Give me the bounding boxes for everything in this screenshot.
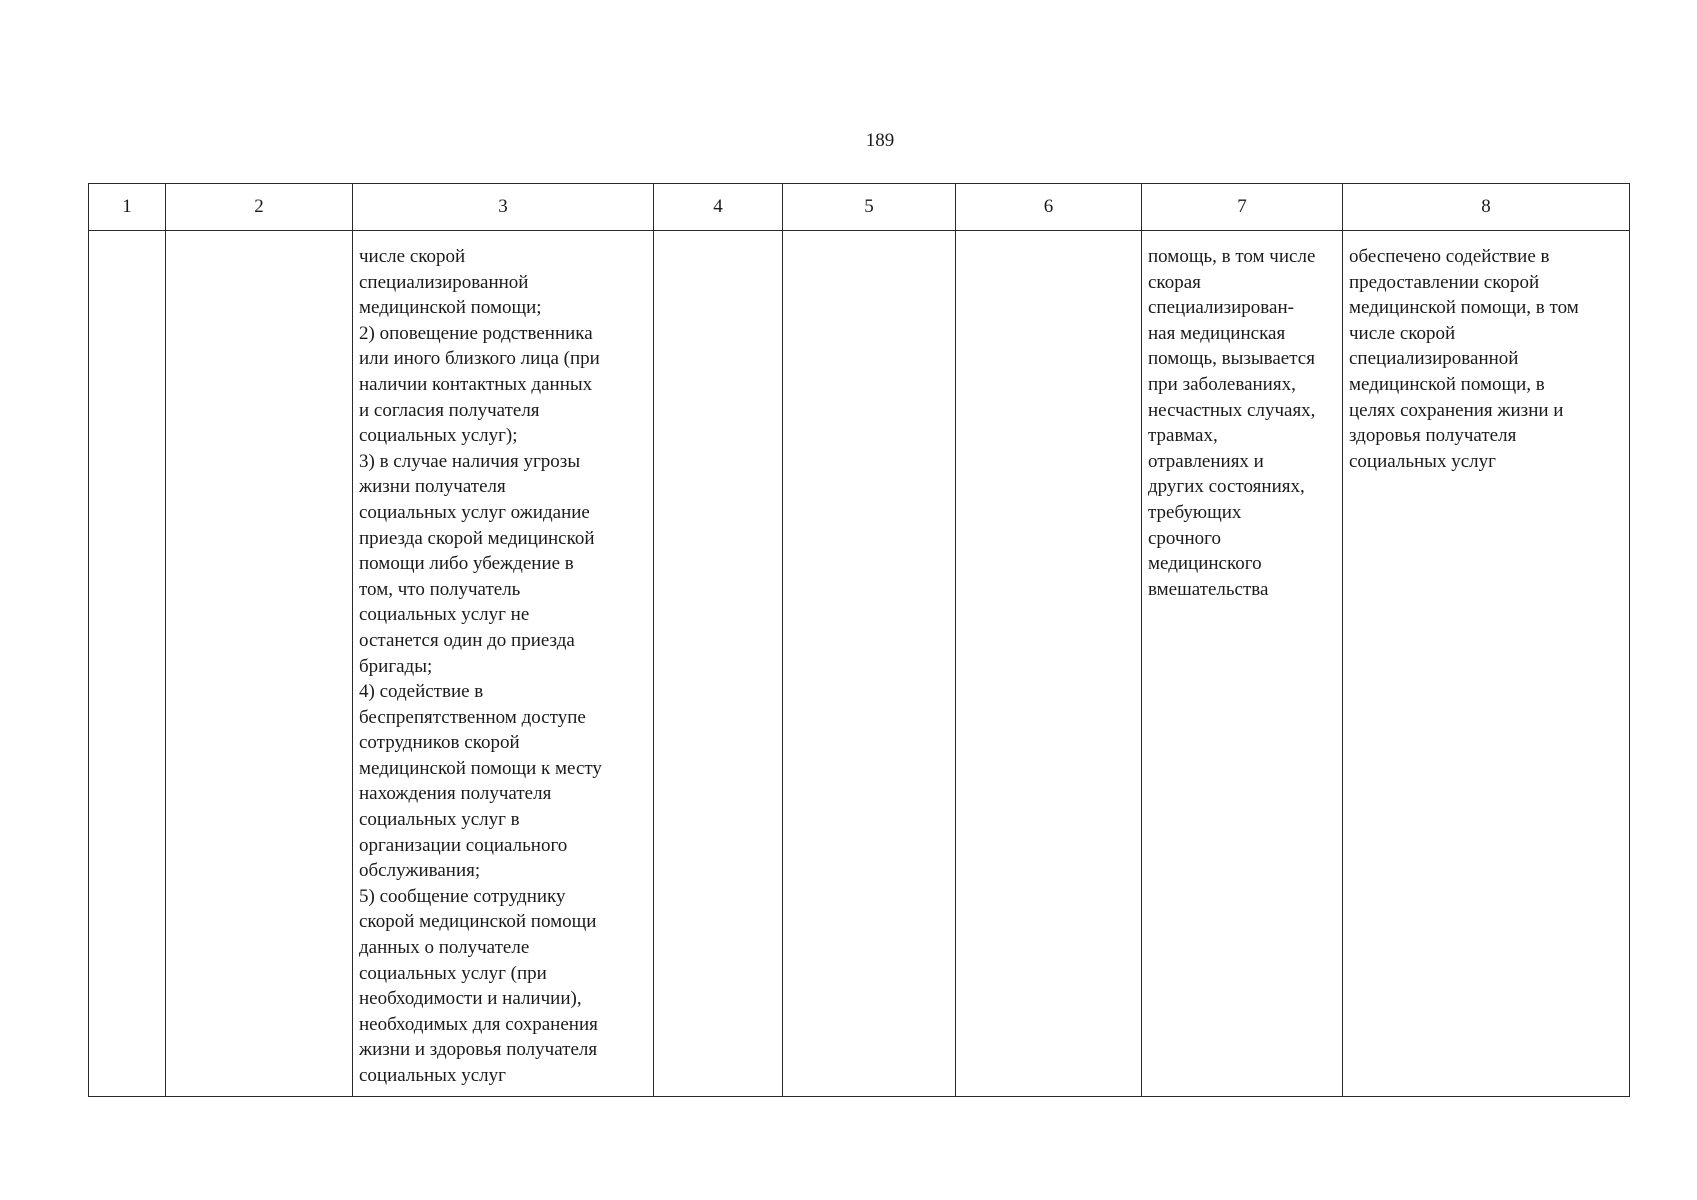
column-header-6: 6 xyxy=(956,184,1142,231)
column-header-2: 2 xyxy=(166,184,353,231)
table-cell-col2 xyxy=(166,231,353,1097)
column-header-5: 5 xyxy=(783,184,956,231)
table-header-row xyxy=(89,184,1630,231)
page-number: 189 xyxy=(865,130,895,151)
column-header-7: 7 xyxy=(1142,184,1343,231)
service-description-text: числе скорой специализированной медицинской помощи; 2) оповещение родственника или иного близкого лица (при наличии контактных данных и согласия получателя социальных услуг); 3) в случае наличия угрозы жизни получателя социальных услуг ожидание приезда скорой медицинской помощи либо убеждение в том, что получатель социальных услуг не останется один до приезда бригады; 4) содействие в беспрепятственном доступе сотрудников скорой медицинской помощи к месту нахождения получателя социальных услуг в организации социального обслуживания; 5) сообщение сотруднику скорой медицинской помощи данных о получателе социальных услуг (при необходимости и наличии), необходимых для сохранения жизни и здоровья получателя социальных услуг xyxy=(359,246,602,1086)
column-header-3: 3 xyxy=(353,184,654,231)
table-cell-col1 xyxy=(89,231,166,1097)
service-standards-table xyxy=(88,183,1630,1097)
table-cell-col8 xyxy=(1343,231,1630,1097)
table-cell-col3 xyxy=(353,231,654,1097)
column-header-8: 8 xyxy=(1343,184,1630,231)
column-header-4: 4 xyxy=(654,184,783,231)
column-header-1: 1 xyxy=(89,184,166,231)
table-cell-col7 xyxy=(1142,231,1343,1097)
conditions-text: помощь, в том числе скорая специализирован- ная медицинская помощь, вызывается при заболеваниях, несчастных случаях, травмах, отравлениях и других состояниях, требующих срочного медицинского вмешательства xyxy=(1148,246,1316,600)
table-cell-col4 xyxy=(654,231,783,1097)
table-row xyxy=(89,231,1630,1097)
table-cell-col6 xyxy=(956,231,1142,1097)
table-cell-col5 xyxy=(783,231,956,1097)
quality-indicator-text: обеспечено содействие в предоставлении скорой медицинской помощи, в том числе скорой специализированной медицинской помощи, в целях сохранения жизни и здоровья получателя социальных услуг xyxy=(1349,246,1579,472)
